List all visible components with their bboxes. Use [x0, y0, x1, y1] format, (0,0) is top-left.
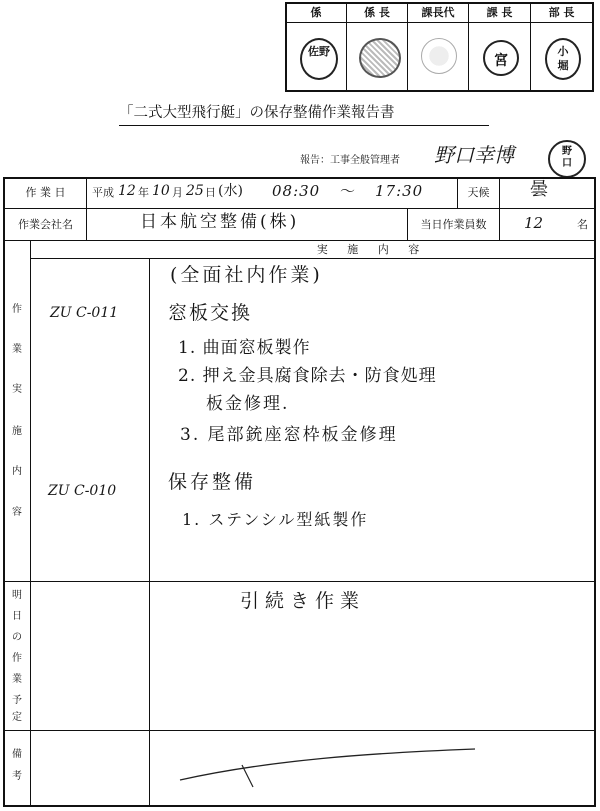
seal-stamp-director: 小堀: [545, 38, 581, 80]
month-value: 10: [152, 183, 170, 199]
part-code-1: ZU C-011: [50, 305, 119, 321]
approval-header-staff: 係: [310, 6, 322, 19]
era-label: 平成: [92, 186, 114, 199]
approval-header-chief: 係 長: [364, 6, 390, 19]
end-time-value: 17:30: [375, 182, 424, 200]
approval-header-deputy-manager: 課長代: [421, 6, 455, 19]
work-line-7: 保存整備: [168, 471, 257, 493]
work-content-header: 実 施 内 容: [316, 243, 428, 256]
work-line-8: 1. ステンシル型紙製作: [182, 510, 369, 529]
day-unit: 日: [205, 186, 216, 199]
company-label: 作業会社名: [18, 218, 73, 231]
seal-stamp-chief: [359, 38, 401, 78]
time-tilde: 〜: [340, 182, 356, 200]
seal-stamp-deputy-manager: [421, 38, 457, 74]
workers-value: 12: [524, 214, 544, 232]
work-line-2: 窓板交換: [168, 302, 253, 324]
year-unit: 年: [138, 186, 149, 199]
remarks-strike-line: [150, 735, 590, 803]
start-time-value: 08:30: [272, 182, 321, 200]
weather-value: 曇: [530, 179, 548, 200]
work-line-4: 2. 押え金具腐食除去・防食処理: [178, 366, 437, 386]
work-line-1: (全面社内作業): [170, 264, 323, 286]
work-line-3: 1. 曲面窓板製作: [178, 338, 311, 358]
reporter-seal: 野口: [548, 140, 586, 178]
workers-label: 当日作業員数: [420, 218, 487, 231]
company-value: 日本航空整備(株): [140, 212, 300, 232]
document-title: 「二式大型飛行艇」の保存整備作業報告書: [119, 105, 395, 121]
weekday-value: (水): [218, 183, 243, 199]
workers-unit: 名: [577, 218, 588, 231]
reporter-label: 報告：工事全般管理者: [300, 155, 400, 166]
tomorrow-plan-value: 引続き作業: [240, 590, 366, 612]
reporter-name: 野口幸博: [434, 143, 514, 167]
approval-header-manager: 課 長: [486, 6, 513, 19]
weather-label: 天候: [467, 186, 490, 199]
month-unit: 月: [172, 186, 183, 199]
work-date-label: 作 業 日: [25, 186, 66, 199]
day-value: 25: [186, 183, 204, 199]
work-line-5: 板金修理.: [206, 394, 290, 414]
seal-stamp-staff: 佐野: [300, 38, 338, 80]
approval-header-director: 部 長: [548, 6, 575, 19]
year-value: 12: [118, 183, 136, 199]
part-code-2: ZU C-010: [48, 483, 117, 499]
work-line-6: 3. 尾部銃座窓枠板金修理: [180, 425, 398, 445]
seal-stamp-manager: 宮: [483, 40, 519, 76]
